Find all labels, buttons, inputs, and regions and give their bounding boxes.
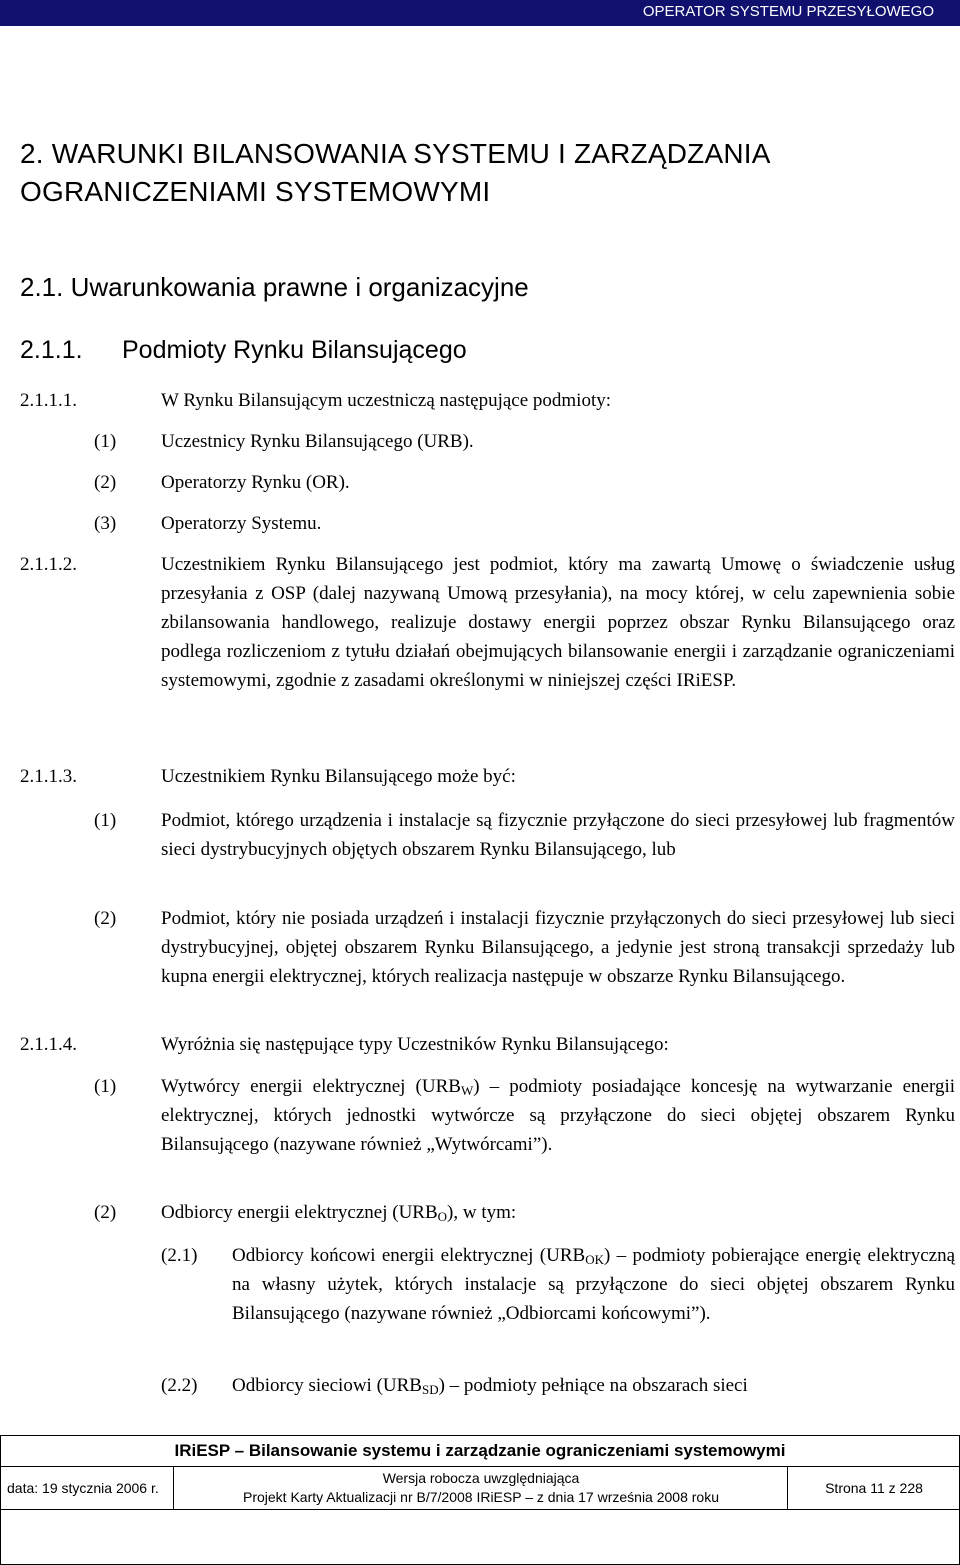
- paragraph-2-1-1-2: [20, 550, 955, 695]
- subscript: W: [460, 1083, 474, 1098]
- list-item-text: Uczestnicy Rynku Bilansującego (URB).: [161, 431, 474, 452]
- sub-list-item: [161, 1241, 955, 1328]
- paragraph-2-1-1-4: [20, 1030, 955, 1059]
- list-item-text: [161, 1072, 955, 1159]
- footer-project: Projekt Karty Aktualizacji nr B/7/2008 IRiESP – z dnia 17 września 2008 roku: [243, 1489, 719, 1505]
- sub-list-item-number: (2.1): [161, 1245, 198, 1266]
- heading-1-title: WARUNKI BILANSOWANIA SYSTEMU I ZARZĄDZANIA OGRANICZENIAMI SYSTEMOWYMI: [20, 138, 770, 207]
- list-item-number: (1): [94, 1076, 117, 1097]
- sub-list-item: [161, 1371, 955, 1400]
- subscript: OK: [585, 1252, 604, 1267]
- paragraph-text: Wyróżnia się następujące typy Uczestników Rynku Bilansującego:: [161, 1034, 669, 1055]
- text-segment: ) – podmioty posiadające koncesję na wytwarzanie energii elektrycznej, których jednostki wytwórcze są przyłączone do sieci objętej obszarem Rynku Bilansującego (nazywane również „Wytwórcami”).: [161, 1076, 956, 1155]
- text-segment: Odbiorcy energii elektrycznej (URB: [161, 1202, 438, 1223]
- paragraph-2-1-1-3: [20, 762, 955, 791]
- footer-info-row: [1, 1467, 959, 1510]
- list-item-text: Podmiot, którego urządzenia i instalacje są fizycznie przyłączone do sieci przesyłowej lub fragmentów sieci dystrybucyjnych objętych obszarem Rynku Bilansującego, lub: [161, 810, 955, 860]
- paragraph-text: Uczestnikiem Rynku Bilansującego może być:: [161, 766, 516, 787]
- footer-date: data: 19 stycznia 2006 r.: [1, 1467, 174, 1509]
- paragraph-number: 2.1.1.4.: [20, 1034, 77, 1055]
- paragraph-number: 2.1.1.1.: [20, 390, 77, 411]
- list-item-number: (2): [94, 908, 117, 929]
- list-item: [94, 1198, 955, 1227]
- text-segment: Odbiorcy końcowi energii elektrycznej (URB: [232, 1245, 586, 1266]
- text-segment: ) – podmioty pełniące na obszarach sieci: [438, 1375, 748, 1396]
- sub-list-item-text: [232, 1371, 955, 1400]
- list-item-text: Podmiot, który nie posiada urządzeń i instalacji fizycznie przyłączonych do sieci przesyłowej lub sieci dystrybucyjnej, objętej obszarem Rynku Bilansującego, a jedynie jest stroną transakcji sprzedaży lub kupna energii elektrycznej, których realizacja następuje w obszarze Rynku Bilansującego.: [161, 908, 955, 987]
- list-item: [94, 509, 955, 538]
- subscript: SD: [421, 1382, 439, 1397]
- heading-2-title: Uwarunkowania prawne i organizacyjne: [70, 272, 529, 302]
- list-item: [94, 1072, 955, 1159]
- sub-list-item-text: [232, 1241, 955, 1328]
- paragraph-number: 2.1.1.2.: [20, 554, 77, 575]
- list-item: [94, 468, 955, 497]
- list-item-text: Operatorzy Systemu.: [161, 513, 322, 534]
- heading-2-number: 2.1.: [20, 272, 64, 302]
- text-segment: ), w tym:: [447, 1202, 517, 1223]
- footer-version-block: [175, 1467, 787, 1509]
- text-segment: Wytwórcy energii elektrycznej (URB: [161, 1076, 461, 1097]
- heading-3: [20, 336, 467, 365]
- heading-1-number: 2.: [20, 138, 44, 169]
- paragraph-text: W Rynku Bilansującym uczestniczą następujące podmioty:: [161, 390, 612, 411]
- list-item: [94, 806, 955, 864]
- text-segment: Odbiorcy sieciowi (URB: [232, 1375, 422, 1396]
- list-item: [94, 904, 955, 991]
- list-item-number: (1): [94, 810, 117, 831]
- footer-version: Wersja robocza uwzględniająca: [382, 1470, 580, 1486]
- footer-title: IRiESP – Bilansowanie systemu i zarządzanie ograniczeniami systemowymi: [1, 1436, 959, 1467]
- list-item-number: (2): [94, 472, 117, 493]
- list-item-text: [161, 1198, 955, 1227]
- page-footer: [0, 1435, 960, 1565]
- footer-page-number: Strona 11 z 228: [787, 1467, 960, 1509]
- text-segment: ) – podmioty pobierające energię elektryczną na własny użytek, których instalacje są przyłączone do sieci objętej obszarem Rynku Bilansującego (nazywane również „Odbiorcami końcowymi”).: [232, 1245, 955, 1324]
- header-organization: OPERATOR SYSTEMU PRZESYŁOWEGO: [642, 3, 934, 20]
- heading-3-title: Podmioty Rynku Bilansującego: [122, 336, 467, 364]
- paragraph-2-1-1-1: [20, 386, 955, 415]
- heading-2: [20, 272, 529, 303]
- heading-3-number: 2.1.1.: [20, 336, 83, 364]
- list-item-number: (3): [94, 513, 117, 534]
- subscript: O: [437, 1209, 448, 1224]
- list-item-number: (2): [94, 1202, 117, 1223]
- list-item: [94, 427, 955, 456]
- header-bar: [0, 0, 960, 26]
- paragraph-number: 2.1.1.3.: [20, 766, 77, 787]
- heading-1: [20, 135, 960, 211]
- paragraph-text: Uczestnikiem Rynku Bilansującego jest podmiot, który ma zawartą Umowę o świadczenie usług przesyłania z OSP (dalej nazywaną Umową przesyłania), na mocy której, w celu zapewnienia sobie zbilansowania handlowego, realizuje dostawy energii poprzez obszar Rynku Bilansującego oraz podlega rozliczeniom z tytułu działań obejmujących bilansowanie energii i zarządzanie ograniczeniami systemowymi, zgodnie z zasadami określonymi w niniejszej części IRiESP.: [161, 554, 955, 691]
- list-item-number: (1): [94, 431, 117, 452]
- list-item-text: Operatorzy Rynku (OR).: [161, 472, 350, 493]
- sub-list-item-number: (2.2): [161, 1375, 198, 1396]
